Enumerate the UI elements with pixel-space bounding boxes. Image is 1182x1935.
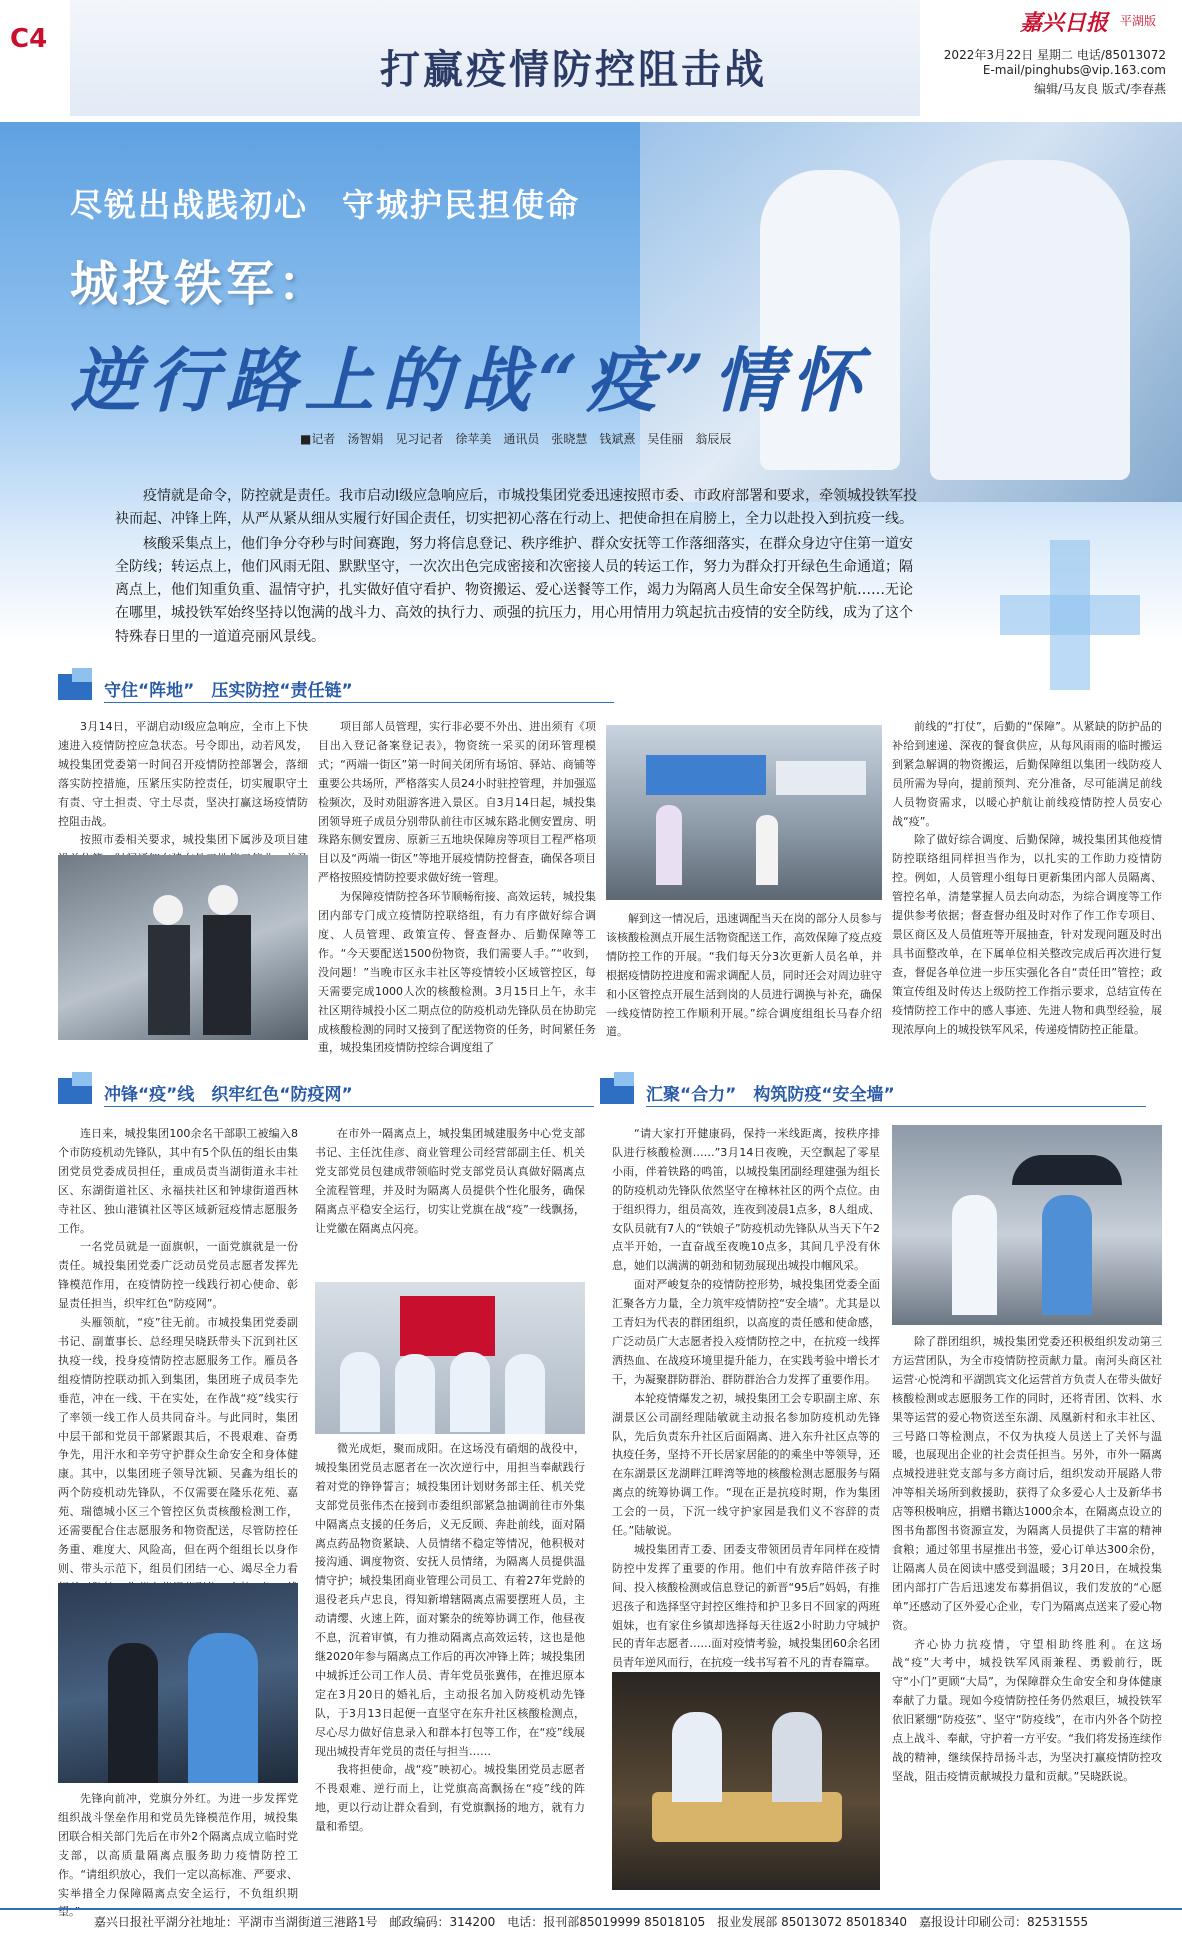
hero-photo-figure [930, 160, 1130, 480]
article-column [58, 718, 308, 847]
section-heading-text: 汇聚“合力” 构筑防疫“安全墙” [646, 1085, 895, 1105]
hero-subheadline: 逆行路上的战“疫”情怀 [70, 339, 869, 422]
paragraph: 面对严峻复杂的疫情防控形势，城投集团党委全面汇聚各方力量，全力筑牢疫情防控“安全墙”。尤其是以工青妇为代表的群团组织，以高度的责任感和使命感，广泛动员广大志愿者投入疫情防控之中，在抗疫一线挥洒热血、在战疫环境里提升能力，在实践考验中增长才干，为凝聚群防群治、群防群治合力发挥了重要作用。 [612, 1278, 880, 1386]
editor-credits: 编辑/马友良 版式/李春燕 [1034, 82, 1166, 96]
plus-decoration-icon [1000, 540, 1140, 690]
paragraph: 3月14日，平湖启动Ⅰ级应急响应，全市上下快速进入疫情防控应急状态。号令即出，动若风发，城投集团党委第一时间召开疫情防控部署会，落细落实防控措施，压紧压实防控责任，切实履职守土有责、守土担责、守土尽责，坚决打赢这场疫情防控阻击战。 [58, 720, 308, 828]
lead-paragraph: 核酸采集点上，他们争分夺秒与时间赛跑，努力将信息登记、秩序维护、群众安抚等工作落细落实，在群众身边守住第一道安全防线；转运点上，他们风雨无阻、默默坚守，一次次出色完成密接和次密接人员的转运工作，努力为群众打开绿色生命通道；隔离点上，他们知重负重、温情守护，扎实做好值守看护、物资搬运、爱心送餐等工作，竭力为隔离人员生命安全保驾护航……无论在哪里，城投铁军始终坚持以饱满的战斗力、高效的执行力、顽强的抗压力，用心用情用力筑起抗击疫情的安全防线，成为了这个特殊春日里的一道道亮丽风景线。 [115, 536, 913, 645]
paragraph: 解到这一情况后，迅速调配当天在岗的部分人员参与该核酸检测点开展生活物资配送工作，高效保障了疫点疫情防控工作的开展。“我们每天分3次更新人员名单，并根据疫情防控进度和需求调配人员，同时还会对周边驻守和小区管控点开展生活到岗的人员进行调换与补充，确保一线疫情防控工作顺利开展。”综合调度组组长马春介绍道。 [606, 912, 882, 1039]
paragraph: 除了群团组织，城投集团党委还积极组织发动第三方运营团队，为全市疫情防控贡献力量。南河头商区社运营·心悦湾和平湖凯宾文化运营首方负责人在带头做好核酸检测或志愿服务工作的同时，还将青团、饮料、水果等运营的爱心物资送至东湖、凤凰新村和永丰社区、三号路口等检测点，不仅为执疫人员送上了关怀与温暖，也展现出企业的社会责任担当。另外，市外一隔离点城投进驻党支部与多方商讨后，组织发动开展路人带冲等相关场所到救援助，获得了众多爱心人士及新华书店等积极响应，捐赠书籍达1000余本，在隔离点设立的图书角都图书资源宣发，为隔离人员提供了丰富的精神食粮；通过邻里书屋推出书签，爱心订单达300余份，让隔离人员在阅读中感受到温暖；3月20日，在城投集团内部打广告后迅速发布募捐倡议，我们发放的“心愿单”还感动了区外爱心企业，专门为隔离点送来了爱心物资。 [892, 1335, 1162, 1632]
photo-party-flag-oath [315, 1282, 585, 1434]
issue-date: 2022年3月22日 星期二 电话/85013072 [943, 48, 1166, 62]
article-column [606, 910, 882, 1040]
section-heading [58, 668, 618, 706]
paragraph: 在市外一隔离点上，城投集团城建服务中心党支部书记、主任沈佳彦、商业管理公司经营部副主任、机关党支部党员包建成带领临时党支部党员认真做好隔离点全流程管理，并及时为隔离人员提供个性化服务，确保隔离点平稳安全运行，切实让党旗在战“疫”一线飘扬，让党徽在隔离点闪亮。 [315, 1127, 585, 1235]
article-column [58, 1125, 298, 1577]
paragraph: 连日来，城投集团100余名干部职工被编入8个市防疫机动先锋队，其中有5个队伍的组长由集团党员党委成员担任，重成员责当湖街道永丰社区、东湖街道社区、永福扶社区和钟埭街道西林寺社区、独山港镇社区等区域新冠疫情志愿服务工作。 [58, 1127, 298, 1235]
page-number: C4 [10, 24, 48, 54]
article-column [58, 1790, 298, 1919]
lead-paragraphs [115, 485, 925, 651]
paragraph: 我将担使命，战“疫”映初心。城投集团党员志愿者不畏艰难、逆行而上，让党旗高高飘扬在“疫”线的阵地，更以行动让群众看到，有党旗飘扬的地方，就有力量和希望。 [315, 1763, 585, 1834]
paragraph: “请大家打开健康码，保持一米线距离，按秩序排队进行核酸检测……”3月14日夜晚，天空飘起了零星小雨，伴着铁路的鸣笛，以城投集团副经理建强为组长的防疫机动先锋队依然坚守在樟林社区的两个点位。由于组织得力，组员高效，连夜到凌晨1点多，8人组成、女队员就有7人的“铁娘子”防疫机动先锋队从当天下午2点半开始，一直奋战至夜晚10点多，其间几乎没有休息，她们以满满的朝劲和韧劲展现出城投巾帼风采。 [612, 1127, 880, 1273]
photo-workers-at-door [58, 855, 308, 1040]
section-heading-text: 守住“阵地” 压实防控“责任链” [104, 681, 353, 701]
article-column [315, 1125, 585, 1275]
byline: ■记者 汤智娟 见习记者 徐苹美 通讯员 张晓慧 钱斌熹 吴佳丽 翁辰辰 [300, 432, 732, 446]
article-column [892, 1333, 1162, 1900]
paragraph: 城投集团青工委、团委支带领团员青年同样在疫情防控中发挥了重要的作用。他们中有放弃陪伴孩子时间、投入核酸检测或信息登记的新晋“95后”妈妈，有推迟孩子和选择坚守封控区维持和护卫多日不回家的两班姐妹，也有家住乡镇却选择每天往返2小时助力守城护民的青年志愿者……面对疫情考验，城投集团60余名团员青年逆风而行，在抗疫一线书写着不凡的青春篇章。 [612, 1542, 880, 1670]
photo-doctor-testing [58, 1583, 298, 1783]
hero-kicker: 尽锐出战践初心 守城护民担使命 [70, 186, 581, 224]
article-column [315, 1440, 585, 1900]
lead-paragraph: 疫情就是命令，防控就是责任。我市启动Ⅰ级应急响应后，市城投集团党委迅速按照市委、市政府部署和要求，牵领城投铁军投袂而起、冲锋上阵，从严从紧从细从实履行好国企责任，切实把初心落在行动上、把使命担在肩膀上，全力以赴投入到抗疫一线。 [115, 488, 918, 528]
hero-headline: 城投铁军： [70, 256, 331, 312]
contact-email: E-mail/pinghubs@vip.163.com [982, 63, 1166, 77]
paragraph: 先锋向前冲，党旗分外红。为进一步发挥党组织战斗堡垒作用和党员先锋模范作用，城投集团联合相关部门先后在市外2个隔离点成立临时党支部，以高质量隔离点服务助力疫情防控工作。“请组织放心，我们一定以高标准、严要求、实举措全力保障隔离点安全运行，不负组织期望。” [58, 1792, 298, 1919]
paragraph: 项目部人员管理，实行非必要不外出、进出须有《项目出入登记备案登记表》，物资统一采买的闭环管理模式；“两端一街区”第一时间关闭所有场馆、驿站、商铺等重要公共场所，严格落实人员24小时驻控管理，并加强巡检频次，及时劝阻游客进入景区。自3月14日起，城投集团领导班子成员分别带队前往市区城东路北侧安置房、明珠路东侧安置房、原新三五地块保障房等项目工程严格项目以及“两端一街区”等地开展疫情防控督查，确保各项目严格按照疫情防控要求做好统一管理。 [318, 720, 596, 885]
section-heading-text: 冲锋“疫”线 织牢红色“防疫网” [104, 1085, 353, 1105]
paper-edition: 平湖版 [1120, 14, 1157, 28]
section-heading [600, 1072, 1160, 1110]
paragraph: 为保障疫情防控各环节顺畅衔接、高效运转，城投集团内部专门成立疫情防控联络组，有力有序做好综合调度、人员管理、政策宣传、督查督办、后勤保障等工作。“今天要配送1500份物资，我们需要人手。”“收到，没问题！”当晚市区永丰社区等疫情较小区域管控区，每天需要完成1000人次的核酸检测。3月15日上午，永丰社区期待城投小区二期点位的防疫机动先锋队员在协助完成核酸检测的同时又接到了配送物资的任务，时间紧任务重，城投集团疫情防控综合调度组了 [318, 890, 596, 1055]
photo-umbrella-testing [892, 1125, 1162, 1325]
article-column [318, 718, 596, 1055]
photo-night-registration [612, 1672, 880, 1890]
paragraph: 一名党员就是一面旗帜，一面党旗就是一份责任。城投集团党委广泛动员党员志愿者发挥先锋模范作用，在疫情防控一线践行初心使命、彰显责任担当，织牢红色“防疫网”。 [58, 1240, 298, 1311]
article-column [892, 718, 1162, 1040]
paragraph: 齐心协力抗疫情，守望相助终胜利。在这场战“疫”大考中，城投铁军风雨兼程、勇毅前行，既守“小门”更顾“大局”，为保障群众生命安全和身体健康奉献了力量。现如今疫情防控任务仍然艰巨，城投铁军依旧紧绷“防疫弦”、坚守“防疫线”，在市内外各个防控点上战斗、奉献，守护着一方平安。“我们将发扬连续作战的精神，继续保持昂扬斗志，为坚决打赢疫情防控攻坚战，阻击疫情贡献城投力量和贡献。”吴晓跃说。 [892, 1637, 1162, 1783]
article-column [612, 1125, 880, 1670]
paragraph: 前线的“打仗”，后勤的“保障”。从紧缺的防护品的补给到速递、深夜的餐食供应，从每风雨雨的临时搬运到紧急解调的物资搬运，后勤保障组以集团一线防疫人员所需为导向，提前预判、充分准备，尽可能满足前线人员物资需求，以暖心护航让前线疫情防控人员安心战“疫”。 [892, 720, 1162, 828]
section-title: 打赢疫情防控阻击战 [380, 47, 767, 93]
photo-testing-site-tents [606, 725, 882, 900]
paragraph: 按照市委相关要求，城投集团下属涉及项目建 [80, 833, 308, 847]
footer-info: 嘉兴日报社平湖分社地址：平湖市当湖街道三港路1号 邮政编码：314200 电话：报刊部85019999 85018105 报业发展部 85013072 85018340 嘉报设计印刷公司：82531555 [0, 1908, 1182, 1935]
section-heading [58, 1072, 598, 1110]
paragraph: 头雁领航，“疫”往无前。市城投集团党委副书记、副董事长、总经理吴晓跃带头下沉到社区执疫一线，投身疫情防控志愿服务工作。雁员各组疫情防控联动抓入到集团，集团班子成员李先垂范，冲在一线、干在实处，在作战“疫”线实行了率领一线工作人员共同奋斗。与此同时，集团中层干部和党员干部紧跟其后，不畏艰难、奋勇争先，用汗水和辛劳守护群众生命安全和身体健康。其中，以集团班子领导沈颖、吴鑫为组长的两个防疫机动先锋队，不仅需要在隆乐花苑、嘉苑、瑞德城小区三个管控区负责核酸检测工作，还需要配合住志愿服务和物资配送，尽管防控任务重、难度大、风险高，但在两个组组长以身作则、带头示范下，组员们团结一心、竭尽全力看 [58, 1316, 298, 1575]
paragraph: 本轮疫情爆发之初，城投集团工会专职副主席、东湖景区公司副经理陆敏就主动报名参加防疫机动先锋队，先后负责东升社区后面隔离、进入东升社区点等的执疫任务，坚持不开长居家居能的的乘坐中等领导，还在东湖景区龙湖畔江畔湾等地的核酸检测志愿服务与隔离点的统筹协调工作。“现在正是抗疫时期，作为集团工会的一员，下沉一线守护家园是我们义不容辞的责任。”陆敏说。 [612, 1391, 880, 1538]
paragraph: 除了做好综合调度、后勤保障，城投集团其他疫情防控联络组同样担当作为，以扎实的工作助力疫情防控。例如，人员管理小组每日更新集团内部人员隔离、管控名单，清楚掌握人员去向动态，为综合调度等工作提供参考依据；督查督办组及时对作了作工作专项目、景区商区及人员值班等开展抽查，针对发现问题及时出具书面整改单，在下属单位相关整改完成后再次进行复查，督促各单位进一步压实强化各自“责任田”管控；政策宣传组及时传达上级防控工作指示要求，总结宣传在疫情防控工作中的感人事迹、先进人物和典型经验，展现浓厚向上的城投铁军风采，传递疫情防控正能量。 [892, 833, 1162, 1036]
paragraph: 微光成炬，聚而成阳。在这场没有硝烟的战役中，城投集团党员志愿者在一次次逆行中，用担当奉献践行着对党的铮铮誓言；城投集团计划财务部主任、机关党支部党员张伟杰在接到市委组织部紧急抽调前往市外集中隔离点支援的任务后，义无反顾、奔赴前线，面对隔离点药品物资紧缺、人员情绪不稳定等情况，他积极对接沟通、调度物资、安抚人员情绪，为隔离人员提供温情守护；城投集团商业管理公司员工、有着27年党龄的退役老兵卢忠良，得知新增辖隔离点需要摆班人员，主动请缨、火速上阵，面对繁杂的统筹协调工作，他昼夜不息，沉着审慎，有力推动隔离点高效运转，这也是他继2020年参与隔离点工作后的再次冲锋上阵；城投集团中城拆迁公司工作人员、青年党员张冀伟，在推迟原本定在3月20日的婚礼后，主动报名加入防疫机动先锋队，于3月13日起便一直坚守在东升社区核酸检测点，尽心尽力做好信息录入和群本打包等工作，在“疫”线展现出城投青年党员的责任与担当…… [315, 1442, 585, 1758]
paper-logo: 嘉兴日报 [1020, 10, 1109, 36]
